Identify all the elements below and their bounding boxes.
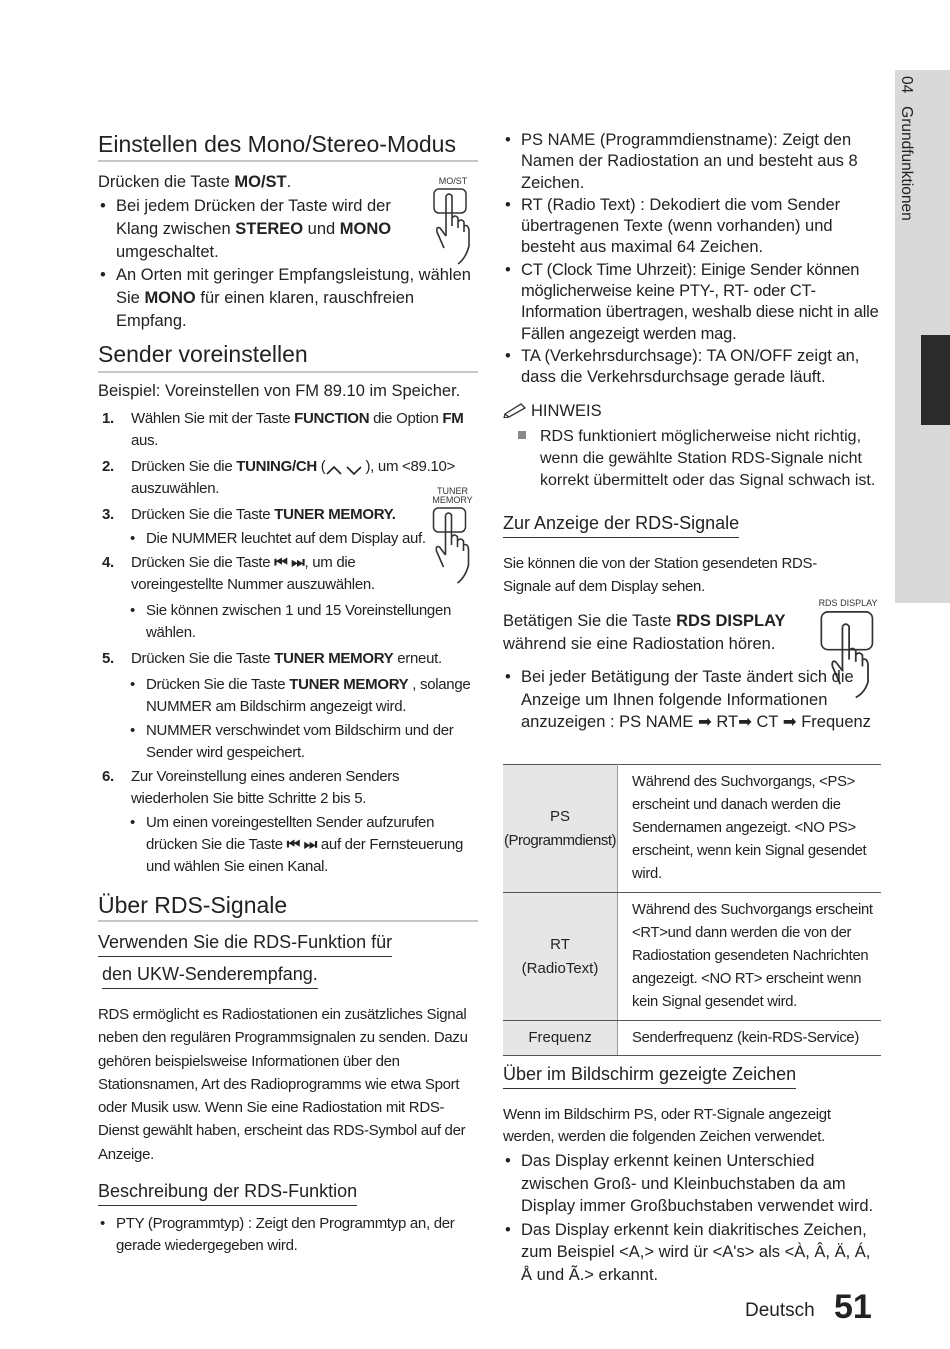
step-text: ), um <89.10> auszuwählen. xyxy=(131,458,455,497)
mono-key: MONO xyxy=(144,289,196,307)
pencil-icon xyxy=(503,402,531,418)
step-text: , um die voreingestellte Nummer auszuwählen. xyxy=(131,554,375,593)
table-row xyxy=(503,1021,881,1056)
step-number: 5. xyxy=(102,650,114,667)
step-4 xyxy=(98,552,431,596)
step-number: 3. xyxy=(102,506,114,523)
bullet-text: Bei jedem Drücken der Taste wird der Klang zwischen xyxy=(116,197,391,238)
tuner-memory-key: TUNER MEMORY xyxy=(274,650,394,667)
mono-intro-end: . xyxy=(286,173,292,191)
mono-key-name: MO/ST xyxy=(234,173,287,191)
list-item: • Das Display erkennt kein diakritisches Zeichen, zum Beispiel <A,> wird ür <A's> als <À, Â, Ä, Á, Å und Ã.> erkannt. xyxy=(503,1219,883,1287)
step-2 xyxy=(98,456,478,500)
skip-prev-next-icon: ⏮ ⏭ xyxy=(286,836,317,853)
step-text: Drücken Sie die xyxy=(131,458,237,475)
chars-heading xyxy=(503,1063,796,1089)
step-6-sub xyxy=(128,812,478,878)
subheading: den UKW-Senderempfang. xyxy=(102,963,318,989)
bullet-text: An Orten mit geringer Empfangsleistung, wählen Sie xyxy=(116,266,471,307)
square-bullet-icon xyxy=(518,431,526,439)
preset-steps xyxy=(98,408,478,878)
heading-rule xyxy=(98,160,478,162)
table-key-sub: (RadioText) xyxy=(521,959,599,977)
instruction-text: während sie eine Radiostation hören. xyxy=(503,635,776,653)
step-text: Um einen voreingestellten Sender aufzurufen drücken Sie die Taste xyxy=(146,814,435,853)
table-key-cell xyxy=(503,765,618,893)
chapter-title: Grundfunktionen xyxy=(898,106,915,221)
chapter-marker xyxy=(921,335,950,425)
step-1 xyxy=(98,408,478,452)
rds-cycle xyxy=(503,666,878,734)
step-4-sub: • Sie können zwischen 1 und 15 Voreinstellungen wählen. xyxy=(128,600,478,644)
list-item: • RT (Radio Text) : Dekodiert die vom Sender übertragenen Texte (wenn vorhanden) und besteht aus maximal 64 Zeichen. xyxy=(503,195,883,259)
step-6 xyxy=(98,766,478,810)
icon-label-line: MEMORY xyxy=(432,495,473,505)
heading-rule xyxy=(98,371,478,373)
list-item xyxy=(98,195,418,264)
list-item: • Das Display erkennt keinen Unterschied zwischen Groß- und Kleinbuchstaben da am Display immer Großbuchstaben verwendet wird. xyxy=(503,1150,883,1218)
function-key: FUNCTION xyxy=(294,410,370,427)
rds-heading: Über RDS-Signale xyxy=(98,892,288,918)
mono-bullets-2 xyxy=(98,264,483,333)
chapter-label xyxy=(897,76,915,221)
list-item: • Bei jeder Betätigung der Taste ändert sich die Anzeige um Ihnen folgende Informationen anzuzeigen : PS NAME ➡ RT➡ CT ➡ Frequenz xyxy=(503,666,878,734)
chapter-number: 04 xyxy=(898,76,915,94)
rds-functions xyxy=(503,130,883,389)
bullet-text: umgeschaltet. xyxy=(116,243,219,261)
step-text: Wählen Sie mit der Taste xyxy=(131,410,295,427)
tuning-key: TUNING/CH xyxy=(236,458,317,475)
list-item xyxy=(98,264,483,333)
table-key-cell xyxy=(503,893,618,1021)
note-text: RDS funktioniert möglicherweise nicht richtig, wenn die gewählte Station RDS-Signale nicht korrekt übermittelt oder das Signal schwach ist. xyxy=(540,428,876,489)
subheading: Beschreibung der RDS-Funktion xyxy=(98,1180,357,1206)
fm-option: FM xyxy=(442,410,464,427)
stereo-key: STEREO xyxy=(235,220,304,238)
rds-pty xyxy=(98,1213,473,1257)
step-5 xyxy=(98,648,478,670)
step-number: 1. xyxy=(102,410,114,427)
mono-intro-text: Drücken die Taste xyxy=(98,173,235,191)
rds-press-instruction xyxy=(503,610,793,656)
table-row xyxy=(503,765,881,893)
preset-example: Beispiel: Voreinstellen von FM 89.10 im Speicher. xyxy=(98,382,461,400)
bullet-text: für einen klaren, rauschfreien Empfang. xyxy=(116,289,415,330)
most-icon-label: MO/ST xyxy=(438,176,468,186)
mono-bullets xyxy=(98,195,418,264)
table-key: Frequenz xyxy=(528,1029,592,1046)
step-3-sub: • Die NUMMER leuchtet auf dem Display auf. xyxy=(128,528,478,550)
most-button-icon xyxy=(428,176,478,268)
page-footer xyxy=(745,1290,885,1330)
instruction-text: Betätigen Sie die Taste xyxy=(503,612,677,630)
step-text: aus. xyxy=(131,432,159,449)
list-item: • CT (Clock Time Uhrzeit): Einige Sender können möglicherweise keine PTY-, RT- oder CT-Information übertragen, weshalb diese nicht in alle Fällen angezeigt werden mag. xyxy=(503,260,883,345)
rds-display-text: Sie können die von der Station gesendeten RDS-Signale auf dem Display sehen. xyxy=(503,555,817,595)
rds-icon-label: RDS DISPLAY xyxy=(818,598,878,608)
mono-key: MONO xyxy=(339,220,392,238)
list-item: • PS NAME (Programmdienstname): Zeigt den Namen der Radiostation an und besteht aus 8 Zeichen. xyxy=(503,130,883,194)
rds-signals-table xyxy=(503,764,881,1056)
step-text: auf der Fernsteuerung und wählen Sie einen Kanal. xyxy=(146,836,463,875)
step-number: 6. xyxy=(102,768,114,785)
step-text: Drücken Sie die Taste xyxy=(146,676,290,693)
step-text: Drücken Sie die Taste xyxy=(131,650,275,667)
subheading: Verwenden Sie die RDS-Funktion für xyxy=(98,931,392,957)
tuner-memory-key: TUNER MEMORY xyxy=(289,676,409,693)
bullet-text: und xyxy=(303,220,340,238)
up-down-arrows-icon xyxy=(325,461,365,473)
step-text: Drücken Sie die Taste xyxy=(131,506,275,523)
step-text: die Option xyxy=(369,410,443,427)
table-row xyxy=(503,893,881,1021)
list-item: • PTY (Programmtyp) : Zeigt den Programmtyp an, der gerade wiedergegeben wird. xyxy=(98,1213,473,1257)
table-value: Senderfrequenz (kein-RDS-Service) xyxy=(618,1021,881,1056)
note-item xyxy=(503,426,883,492)
step-number: 2. xyxy=(102,458,114,475)
footer-language: Deutsch xyxy=(745,1300,815,1321)
subheading: Über im Bildschirm gezeigte Zeichen xyxy=(503,1063,796,1089)
rds-desc-heading xyxy=(98,1180,357,1206)
step-text: Zur Voreinstellung eines anderen Senders wiederholen Sie bitte Schritte 2 bis 5. xyxy=(131,768,400,807)
step-text: erneut. xyxy=(393,650,442,667)
rds-display-key: RDS DISPLAY xyxy=(676,612,786,630)
step-5-sub-2: • NUMMER verschwindet vom Bildschirm und der Sender wird gespeichert. xyxy=(128,720,478,764)
table-key-sub: (Programmdienst) xyxy=(504,831,617,849)
note-box xyxy=(503,400,883,492)
table-key-cell xyxy=(503,1021,618,1056)
rds-use-heading xyxy=(98,931,392,989)
page-number: 51 xyxy=(834,1288,872,1326)
chars-text: Wenn im Bildschirm PS, oder RT-Signale angezeigt werden, werden die folgenden Zeichen verwendet. xyxy=(503,1106,831,1145)
note-title: HINWEIS xyxy=(531,402,602,420)
icon-label-line: TUNER xyxy=(437,486,468,496)
step-text: , solange NUMMER am Bildschirm angezeigt wird. xyxy=(146,676,471,715)
table-value: Während des Suchvorgangs erscheint <RT>und dann werden die von der Radiostation gesendeten Nachrichten angezeigt. <NO RT> erscheint wenn kein Signal gesendet wird. xyxy=(618,893,881,1021)
rds-use-text: RDS ermöglicht es Radiostationen ein zusätzliches Signal neben den regulären Programmsignalen zu senden. Dazu gehören beispielsweise Informationen über den Stationsnamen, Art des Radioprogramms wie etwa Sport oder Musik usw. Wenn Sie eine Radiostation mit RDS-Dienst gewählt haben, erscheint das RDS-Symbol auf der Anzeige. xyxy=(98,1006,468,1163)
step-number: 4. xyxy=(102,554,114,571)
step-3 xyxy=(98,504,451,526)
table-value: Während des Suchvorgangs, <PS> erscheint und danach werden die Sendernamen angezeigt. <NO PS> erscheint, wenn kein Signal gesendet wird. xyxy=(618,765,881,893)
list-item: • TA (Verkehrsdurchsage): TA ON/OFF zeigt an, dass die Verkehrsdurchsage gerade läuft. xyxy=(503,346,883,389)
tuner-memory-key: TUNER MEMORY. xyxy=(274,506,396,523)
mono-intro xyxy=(98,171,418,194)
table-key: RT xyxy=(550,935,570,953)
table-key: PS xyxy=(550,807,571,825)
preset-heading: Sender voreinstellen xyxy=(98,341,308,367)
subheading: Zur Anzeige der RDS-Signale xyxy=(503,512,739,538)
chars-bullets xyxy=(503,1150,883,1286)
mono-stereo-heading: Einstellen des Mono/Stereo-Modus xyxy=(98,131,456,157)
rds-display-heading xyxy=(503,512,739,538)
note-heading xyxy=(503,400,883,422)
skip-prev-next-icon: ⏮ ⏭ xyxy=(274,554,305,571)
step-text: ( xyxy=(316,458,326,475)
step-text: Drücken Sie die Taste xyxy=(131,554,275,571)
hand-press-icon xyxy=(428,186,478,266)
heading-rule xyxy=(98,920,478,922)
step-5-sub-1 xyxy=(128,674,478,718)
